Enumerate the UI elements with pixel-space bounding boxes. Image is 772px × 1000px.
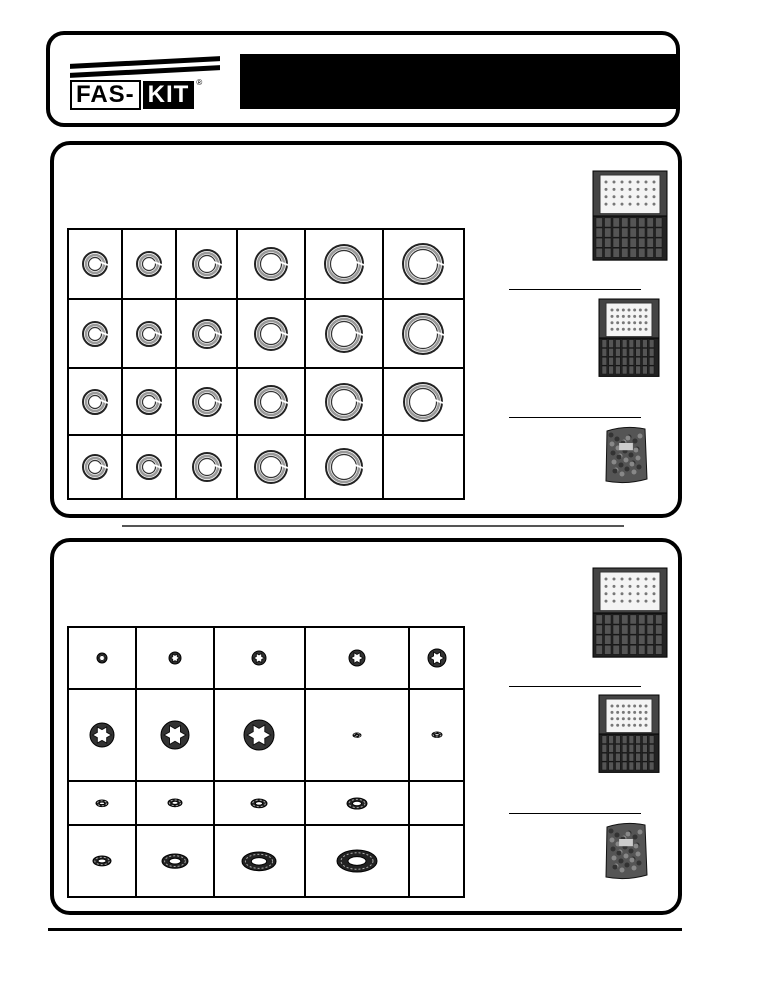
registered-mark: ®	[196, 78, 203, 87]
internal-tooth-star-washer-icon	[69, 651, 135, 665]
grid-cell	[409, 627, 464, 689]
grid-cell	[68, 781, 136, 825]
external-tooth-lock-washer-icon	[69, 798, 135, 809]
split-lock-washer-icon	[177, 385, 236, 419]
grid-cell	[68, 435, 122, 499]
grid-cell	[409, 825, 464, 897]
grid-cell	[383, 299, 464, 369]
split-lock-washer-grid	[67, 228, 465, 500]
external-tooth-lock-washer-icon	[215, 797, 304, 810]
grid-cell	[383, 435, 464, 499]
fas-kit-logo	[70, 60, 230, 112]
internal-tooth-star-washer-icon	[215, 649, 304, 667]
split-lock-washer-icon	[177, 247, 236, 281]
kit-case-photo	[598, 298, 660, 378]
split-lock-washer-icon	[69, 452, 121, 482]
grid-cell	[176, 299, 237, 369]
grid-row	[68, 825, 464, 897]
internal-tooth-star-washer-icon	[137, 719, 212, 751]
footer-rule	[48, 928, 682, 931]
grid-cell	[176, 229, 237, 299]
internal-tooth-star-washer-icon	[306, 648, 409, 668]
grid-cell	[305, 229, 383, 299]
grid-row	[68, 435, 464, 499]
grid-cell	[136, 825, 213, 897]
internal-tooth-star-washer-icon	[410, 647, 463, 669]
external-tooth-lock-washer-icon	[410, 730, 463, 740]
external-tooth-lock-washer-icon	[69, 854, 135, 868]
side-divider	[509, 289, 641, 290]
grid-row	[68, 689, 464, 782]
grid-cell	[136, 781, 213, 825]
split-lock-washer-icon	[384, 311, 463, 357]
split-lock-washer-icon	[306, 446, 382, 488]
grid-row	[68, 368, 464, 435]
external-tooth-lock-washer-icon	[306, 796, 409, 811]
logo-kit: KIT	[143, 81, 195, 109]
grid-cell	[122, 435, 176, 499]
grid-cell	[305, 299, 383, 369]
kit-case-photo	[598, 694, 660, 774]
split-lock-washer-icon	[69, 249, 121, 279]
logo-text	[70, 80, 202, 110]
grid-cell	[214, 689, 305, 782]
split-lock-washer-icon	[123, 319, 175, 349]
external-tooth-lock-washer-icon	[306, 731, 409, 739]
grid-cell	[409, 781, 464, 825]
grid-cell	[237, 299, 305, 369]
split-lock-washer-icon	[306, 242, 382, 286]
split-lock-washer-icon	[306, 381, 382, 423]
internal-tooth-star-washer-icon	[215, 718, 304, 752]
grid-cell	[68, 229, 122, 299]
grid-cell	[68, 299, 122, 369]
external-tooth-lock-washer-icon	[215, 850, 304, 873]
side-divider	[509, 417, 641, 418]
internal-tooth-star-washer-icon	[137, 650, 212, 666]
split-lock-washer-icon	[177, 317, 236, 351]
grid-cell	[237, 229, 305, 299]
grid-cell	[176, 435, 237, 499]
grid-cell	[136, 627, 213, 689]
kit-case-photo	[592, 170, 668, 262]
grid-cell	[68, 627, 136, 689]
external-tooth-lock-washer-icon	[137, 852, 212, 870]
internal-tooth-star-washer-icon	[69, 721, 135, 749]
grid-cell	[68, 368, 122, 435]
refill-bag-photo	[603, 425, 649, 485]
grid-cell	[237, 368, 305, 435]
external-tooth-lock-washer-icon	[306, 848, 409, 874]
split-lock-washer-icon	[123, 452, 175, 482]
grid-cell	[136, 689, 213, 782]
split-lock-washer-icon	[238, 448, 304, 486]
grid-cell	[305, 689, 410, 782]
grid-cell	[237, 435, 305, 499]
logo-fas: FAS-	[70, 80, 141, 110]
grid-cell	[305, 781, 410, 825]
grid-cell	[383, 229, 464, 299]
split-lock-washer-icon	[306, 313, 382, 355]
grid-row	[68, 229, 464, 299]
split-lock-washer-icon	[238, 383, 304, 421]
split-lock-washer-icon	[384, 380, 463, 424]
grid-cell	[214, 627, 305, 689]
split-lock-washer-icon	[123, 249, 175, 279]
grid-row	[68, 781, 464, 825]
side-divider	[509, 686, 641, 687]
grid-cell	[68, 689, 136, 782]
grid-cell	[214, 825, 305, 897]
grid-cell	[122, 229, 176, 299]
grid-row	[68, 299, 464, 369]
grid-cell	[122, 368, 176, 435]
grid-cell	[383, 368, 464, 435]
grid-cell	[409, 689, 464, 782]
grid-row	[68, 627, 464, 689]
refill-bag-photo	[603, 821, 649, 881]
side-divider	[509, 813, 641, 814]
split-lock-washer-icon	[69, 387, 121, 417]
split-lock-washer-icon	[177, 450, 236, 484]
grid-cell	[305, 825, 410, 897]
split-lock-washer-icon	[69, 319, 121, 349]
external-tooth-lock-washer-icon	[137, 797, 212, 809]
grid-cell	[214, 781, 305, 825]
grid-cell	[68, 825, 136, 897]
split-lock-washer-icon	[238, 315, 304, 353]
grid-cell	[305, 627, 410, 689]
grid-cell	[305, 435, 383, 499]
grid-cell	[176, 368, 237, 435]
star-washer-grid	[67, 626, 465, 898]
kit-case-photo	[592, 567, 668, 659]
grid-cell	[305, 368, 383, 435]
split-lock-washer-icon	[384, 241, 463, 287]
section-divider	[122, 525, 624, 527]
grid-cell	[122, 299, 176, 369]
split-lock-washer-icon	[123, 387, 175, 417]
title-bar	[240, 54, 678, 109]
split-lock-washer-icon	[238, 245, 304, 283]
